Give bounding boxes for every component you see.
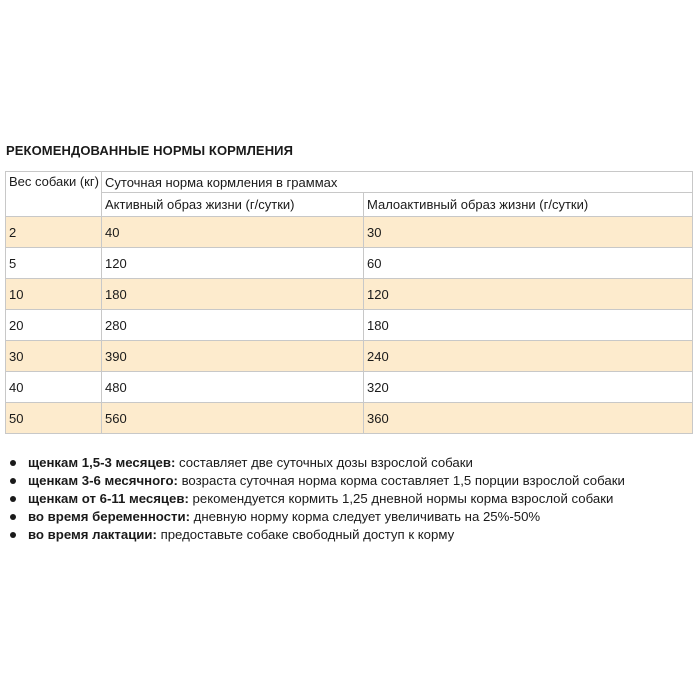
cell-weight: 50	[6, 403, 102, 434]
header-weight: Вес собаки (кг)	[6, 172, 102, 217]
feeding-notes-list	[8, 454, 625, 544]
table-row	[6, 248, 693, 279]
note-text: возраста суточная норма корма составляет 1,5 порции взрослой собаки	[177, 473, 625, 488]
cell-weight: 10	[6, 279, 102, 310]
feeding-table	[5, 171, 693, 434]
bullet-icon	[10, 532, 16, 538]
table-row	[6, 341, 693, 372]
header-low-activity: Малоактивный образ жизни (г/сутки)	[364, 193, 693, 217]
cell-weight: 5	[6, 248, 102, 279]
note-label: щенкам от 6-11 месяцев:	[28, 491, 189, 506]
note-label: во время лактации:	[28, 527, 157, 542]
bullet-icon	[10, 478, 16, 484]
cell-active: 560	[102, 403, 364, 434]
cell-weight: 2	[6, 217, 102, 248]
bullet-icon	[10, 460, 16, 466]
cell-low-activity: 320	[364, 372, 693, 403]
note-text: дневную норму корма следует увеличивать на 25%-50%	[189, 509, 541, 524]
list-item	[8, 508, 625, 526]
header-active: Активный образ жизни (г/сутки)	[102, 193, 364, 217]
table-row	[6, 403, 693, 434]
cell-active: 180	[102, 279, 364, 310]
note-text: составляет две суточных дозы взрослой собаки	[175, 455, 473, 470]
list-item	[8, 490, 625, 508]
table-row	[6, 279, 693, 310]
cell-active: 280	[102, 310, 364, 341]
table-row	[6, 372, 693, 403]
cell-low-activity: 120	[364, 279, 693, 310]
table-row	[6, 217, 693, 248]
table-row	[6, 310, 693, 341]
note-label: щенкам 3-6 месячного:	[28, 473, 178, 488]
cell-low-activity: 60	[364, 248, 693, 279]
note-label: во время беременности:	[28, 509, 190, 524]
cell-low-activity: 180	[364, 310, 693, 341]
bullet-icon	[10, 514, 16, 520]
table-header-row	[6, 172, 693, 193]
cell-active: 480	[102, 372, 364, 403]
cell-weight: 30	[6, 341, 102, 372]
cell-active: 40	[102, 217, 364, 248]
cell-low-activity: 30	[364, 217, 693, 248]
header-daily-norm: Суточная норма кормления в граммах	[102, 172, 693, 193]
list-item	[8, 454, 625, 472]
cell-low-activity: 240	[364, 341, 693, 372]
list-item	[8, 526, 625, 544]
cell-low-activity: 360	[364, 403, 693, 434]
bullet-icon	[10, 496, 16, 502]
table-subheader-row	[6, 193, 693, 217]
list-item	[8, 472, 625, 490]
note-text: предоставьте собаке свободный доступ к корму	[156, 527, 455, 542]
cell-weight: 40	[6, 372, 102, 403]
page-title: РЕКОМЕНДОВАННЫЕ НОРМЫ КОРМЛЕНИЯ	[6, 143, 294, 158]
cell-weight: 20	[6, 310, 102, 341]
note-label: щенкам 1,5-3 месяцев:	[28, 455, 176, 470]
cell-active: 120	[102, 248, 364, 279]
cell-active: 390	[102, 341, 364, 372]
note-text: рекомендуется кормить 1,25 дневной нормы корма взрослой собаки	[188, 491, 614, 506]
